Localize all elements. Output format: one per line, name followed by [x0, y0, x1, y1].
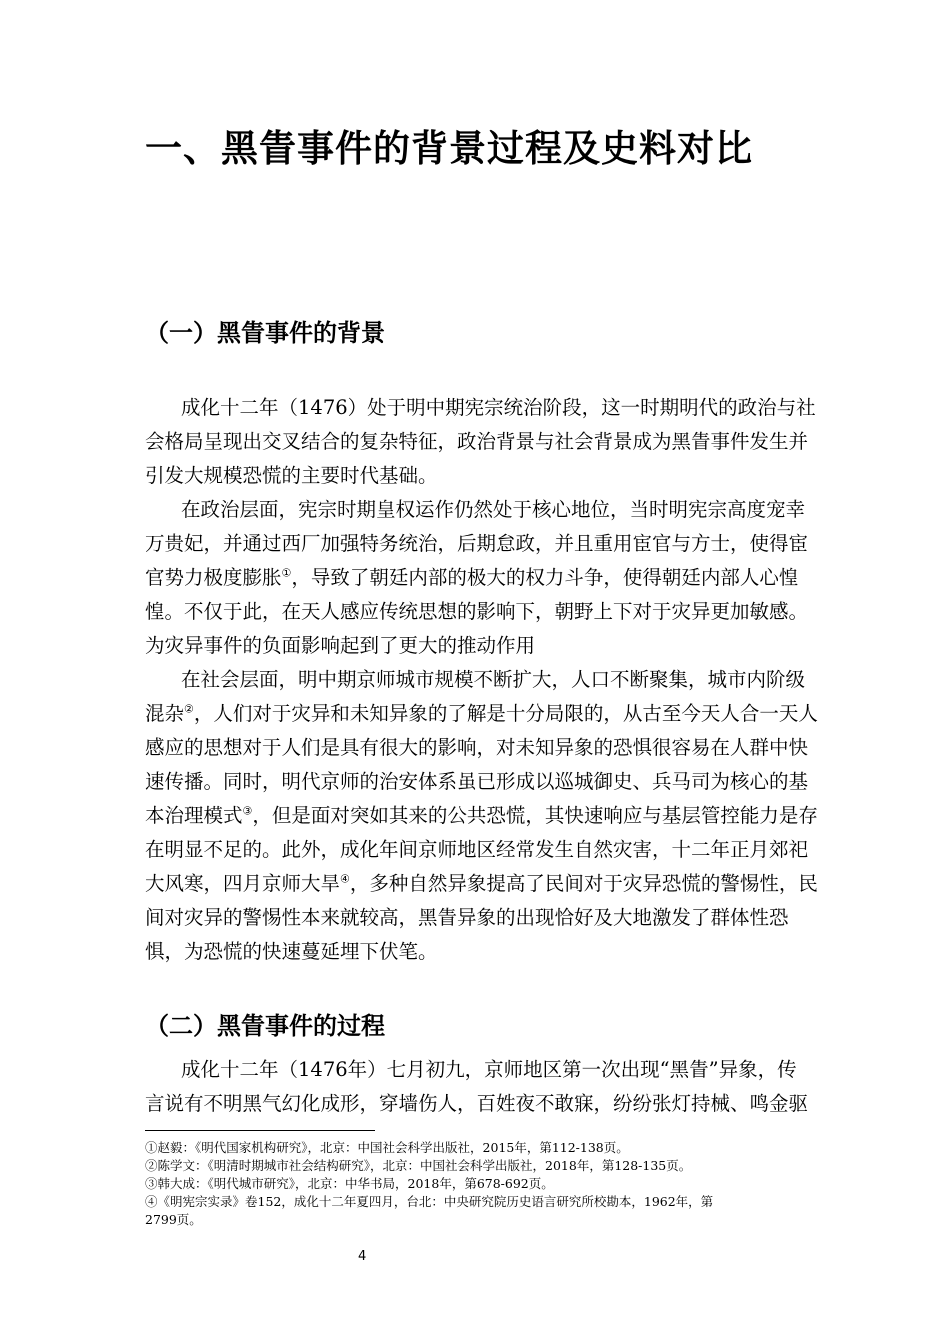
text-line: 本治理模式③，但是面对突如其来的公共恐慌，其快速响应与基层管控能力是存 — [145, 804, 818, 827]
section-heading-background: （一）黑眚事件的背景 — [145, 319, 385, 347]
footnote-marker: ④ — [340, 872, 350, 886]
text-line: 惶。不仅于此，在天人感应传统思想的影响下，朝野上下对于灾异更加敏感。 — [145, 600, 809, 623]
text-line: 惧，为恐慌的快速蔓延埋下伏笔。 — [145, 940, 438, 963]
text-line: 官势力极度膨胀①，导致了朝廷内部的极大的权力斗争，使得朝廷内部人心惶 — [145, 566, 799, 589]
text-line: 间对灾异的警惕性本来就较高，黑眚异象的出现恰好及大地激发了群体性恐 — [145, 906, 789, 929]
footnote: ③韩大成：《明代城市研究》，北京：中华书局，2018年，第678-692页。 — [145, 1176, 554, 1191]
text-line: 成化十二年（1476年）七月初九，京师地区第一次出现“黑眚”异象，传 — [181, 1058, 797, 1081]
text-line: 在明显不足的。此外，成化年间京师地区经常发生自然灾害，十二年正月郊祀 — [145, 838, 809, 861]
footnote-marker: ③ — [242, 804, 253, 818]
text-line: 引发大规模恐慌的主要时代基础。 — [145, 464, 438, 487]
footnote: ①赵毅：《明代国家机构研究》，北京：中国社会科学出版社，2015年，第112-138页。 — [145, 1140, 629, 1155]
footnote: 2799页。 — [145, 1212, 202, 1227]
text-line: 为灾异事件的负面影响起到了更大的推动作用 — [145, 634, 536, 657]
text-line: 混杂②，人们对于灾异和未知异象的了解是十分局限的，从古至今天人合一天人 — [145, 702, 818, 725]
footnote-separator — [145, 1130, 375, 1131]
footnote-marker: ① — [281, 566, 292, 580]
text-line: 言说有不明黑气幻化成形，穿墙伤人，百姓夜不敢寐，纷纷张灯持械、鸣金驱 — [145, 1092, 809, 1115]
text-line: 万贵妃，并通过西厂加强特务统治，后期怠政，并且重用宦官与方士，使得宦 — [145, 532, 809, 555]
footnote: ④《明宪宗实录》卷152，成化十二年夏四月，台北：中央研究院历史语言研究所校勘本，1962年，第 — [145, 1194, 714, 1209]
text-line: 大风寒，四月京师大旱④，多种自然异象提高了民间对于灾异恐慌的警惕性，民 — [145, 872, 818, 895]
text-line: 在社会层面，明中期京师城市规模不断扩大，人口不断聚集，城市内阶级 — [181, 668, 806, 691]
text-line: 感应的思想对于人们是具有很大的影响，对未知异象的恐惧很容易在人群中快 — [145, 736, 809, 759]
section-heading-process: （二）黑眚事件的过程 — [145, 1012, 385, 1040]
text-line: 成化十二年（1476）处于明中期宪宗统治阶段，这一时期明代的政治与社 — [181, 396, 816, 419]
footnote: ②陈学文：《明清时期城市社会结构研究》，北京：中国社会科学出版社，2018年，第128-135页。 — [145, 1158, 692, 1173]
text-line: 会格局呈现出交叉结合的复杂特征，政治背景与社会背景成为黑眚事件发生并 — [145, 430, 809, 453]
page-number: 4 — [358, 1249, 367, 1264]
chapter-title: 一、黑眚事件的背景过程及史料对比 — [145, 127, 753, 170]
text-line: 在政治层面，宪宗时期皇权运作仍然处于核心地位，当时明宪宗高度宠幸 — [181, 498, 806, 521]
text-line: 速传播。同时，明代京师的治安体系虽已形成以巡城御史、兵马司为核心的基 — [145, 770, 809, 793]
footnote-marker: ② — [184, 702, 194, 716]
